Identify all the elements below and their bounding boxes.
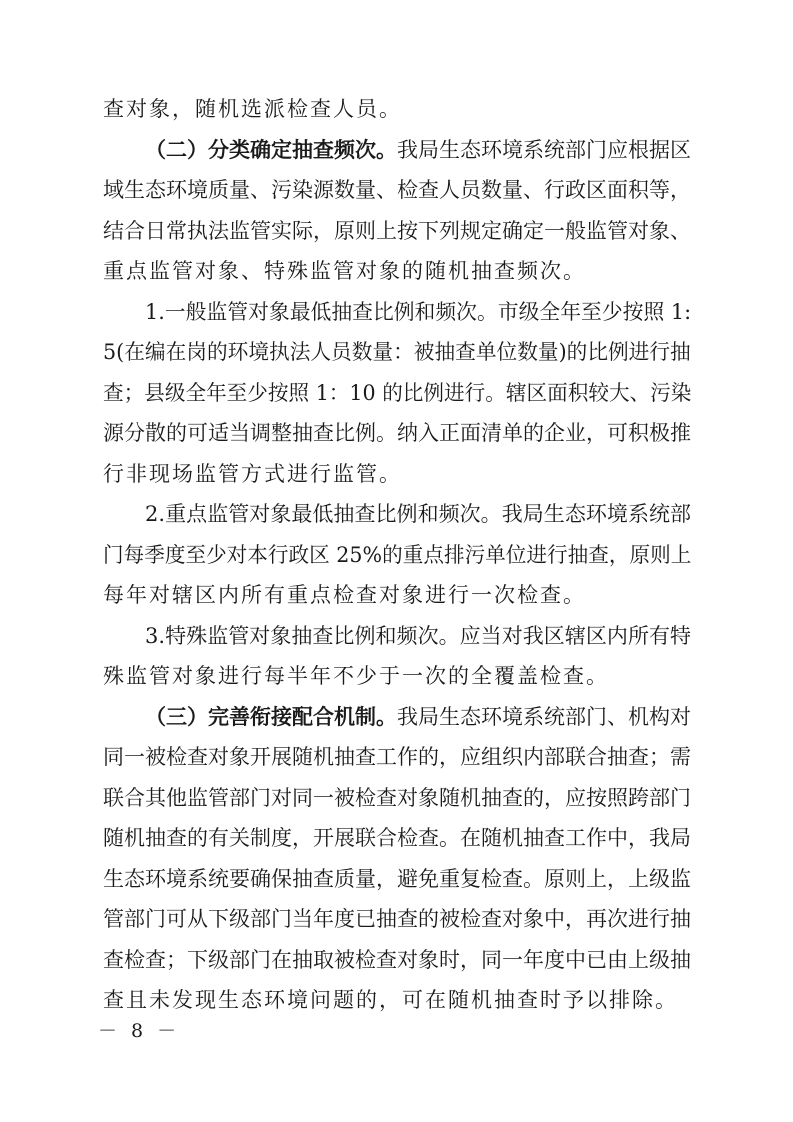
paragraph-line: 殊监管对象进行每半年不少于一次的全覆盖检查。 xyxy=(103,664,609,688)
paragraph-line: 每年对辖区内所有重点检查对象进行一次检查。 xyxy=(103,583,586,607)
paragraph-line: 查；县级全年至少按照 1：10 的比例进行。辖区面积较大、污染 xyxy=(103,380,692,405)
list-item-line: 3.特殊监管对象抽查比例和频次。应当对我区辖区内所有特 xyxy=(145,623,692,648)
section-heading: （三）完善衔接配合机制。 xyxy=(145,703,397,729)
paragraph-line: 联合其他监管部门对同一被检查对象随机抽查的，应按照跨部门 xyxy=(103,785,691,810)
section-heading-line: （三）完善衔接配合机制。我局生态环境系统部门、机构对 xyxy=(145,703,691,729)
paragraph-line: 查检查；下级部门在抽取被检查对象时，同一年度中已由上级抽 xyxy=(103,947,691,972)
paragraph-line: 结合日常执法监管实际，原则上按下列规定确定一般监管对象、 xyxy=(103,218,691,243)
section-heading-line: （二）分类确定抽查频次。我局生态环境系统部门应根据区 xyxy=(145,136,691,162)
paragraph-line: 随机抽查的有关制度，开展联合检查。在随机抽查工作中，我局 xyxy=(103,826,691,850)
paragraph-line: 查对象，随机选派检查人员。 xyxy=(103,97,402,121)
paragraph-line: 重点监管对象、特殊监管对象的随机抽查频次。 xyxy=(103,259,586,283)
page-number: － 8 － xyxy=(98,1020,181,1042)
paragraph-line: 行非现场监管方式进行监管。 xyxy=(103,461,402,486)
paragraph-line: 域生态环境质量、污染源数量、检查人员数量、行政区面积等， xyxy=(103,178,691,202)
paragraph-line: 5(在编在岗的环境执法人员数量：被抽查单位数量)的比例进行抽 xyxy=(103,340,691,364)
list-item-line: 2.重点监管对象最低抽查比例和频次。我局生态环境系统部 xyxy=(145,502,692,526)
paragraph-line: 同一被检查对象开展随机抽查工作的，应组织内部联合抽查；需 xyxy=(103,745,691,769)
paragraph-line: 源分散的可适当调整抽查比例。纳入正面清单的企业，可积极推 xyxy=(103,421,691,445)
paragraph-line: 生态环境系统要确保抽查质量，避免重复检查。原则上，上级监 xyxy=(103,866,691,891)
list-item-line: 1.一般监管对象最低抽查比例和频次。市级全年至少按照 1: xyxy=(145,299,692,324)
paragraph-line: 门每季度至少对本行政区 25%的重点排污单位进行抽查，原则上 xyxy=(103,542,692,567)
paragraph-line: 查且未发现生态环境问题的，可在随机抽查时予以排除。 xyxy=(103,988,678,1012)
paragraph-line: 管部门可从下级部门当年度已抽查的被检查对象中，再次进行抽 xyxy=(103,907,691,931)
section-heading: （二）分类确定抽查频次。 xyxy=(145,136,397,162)
